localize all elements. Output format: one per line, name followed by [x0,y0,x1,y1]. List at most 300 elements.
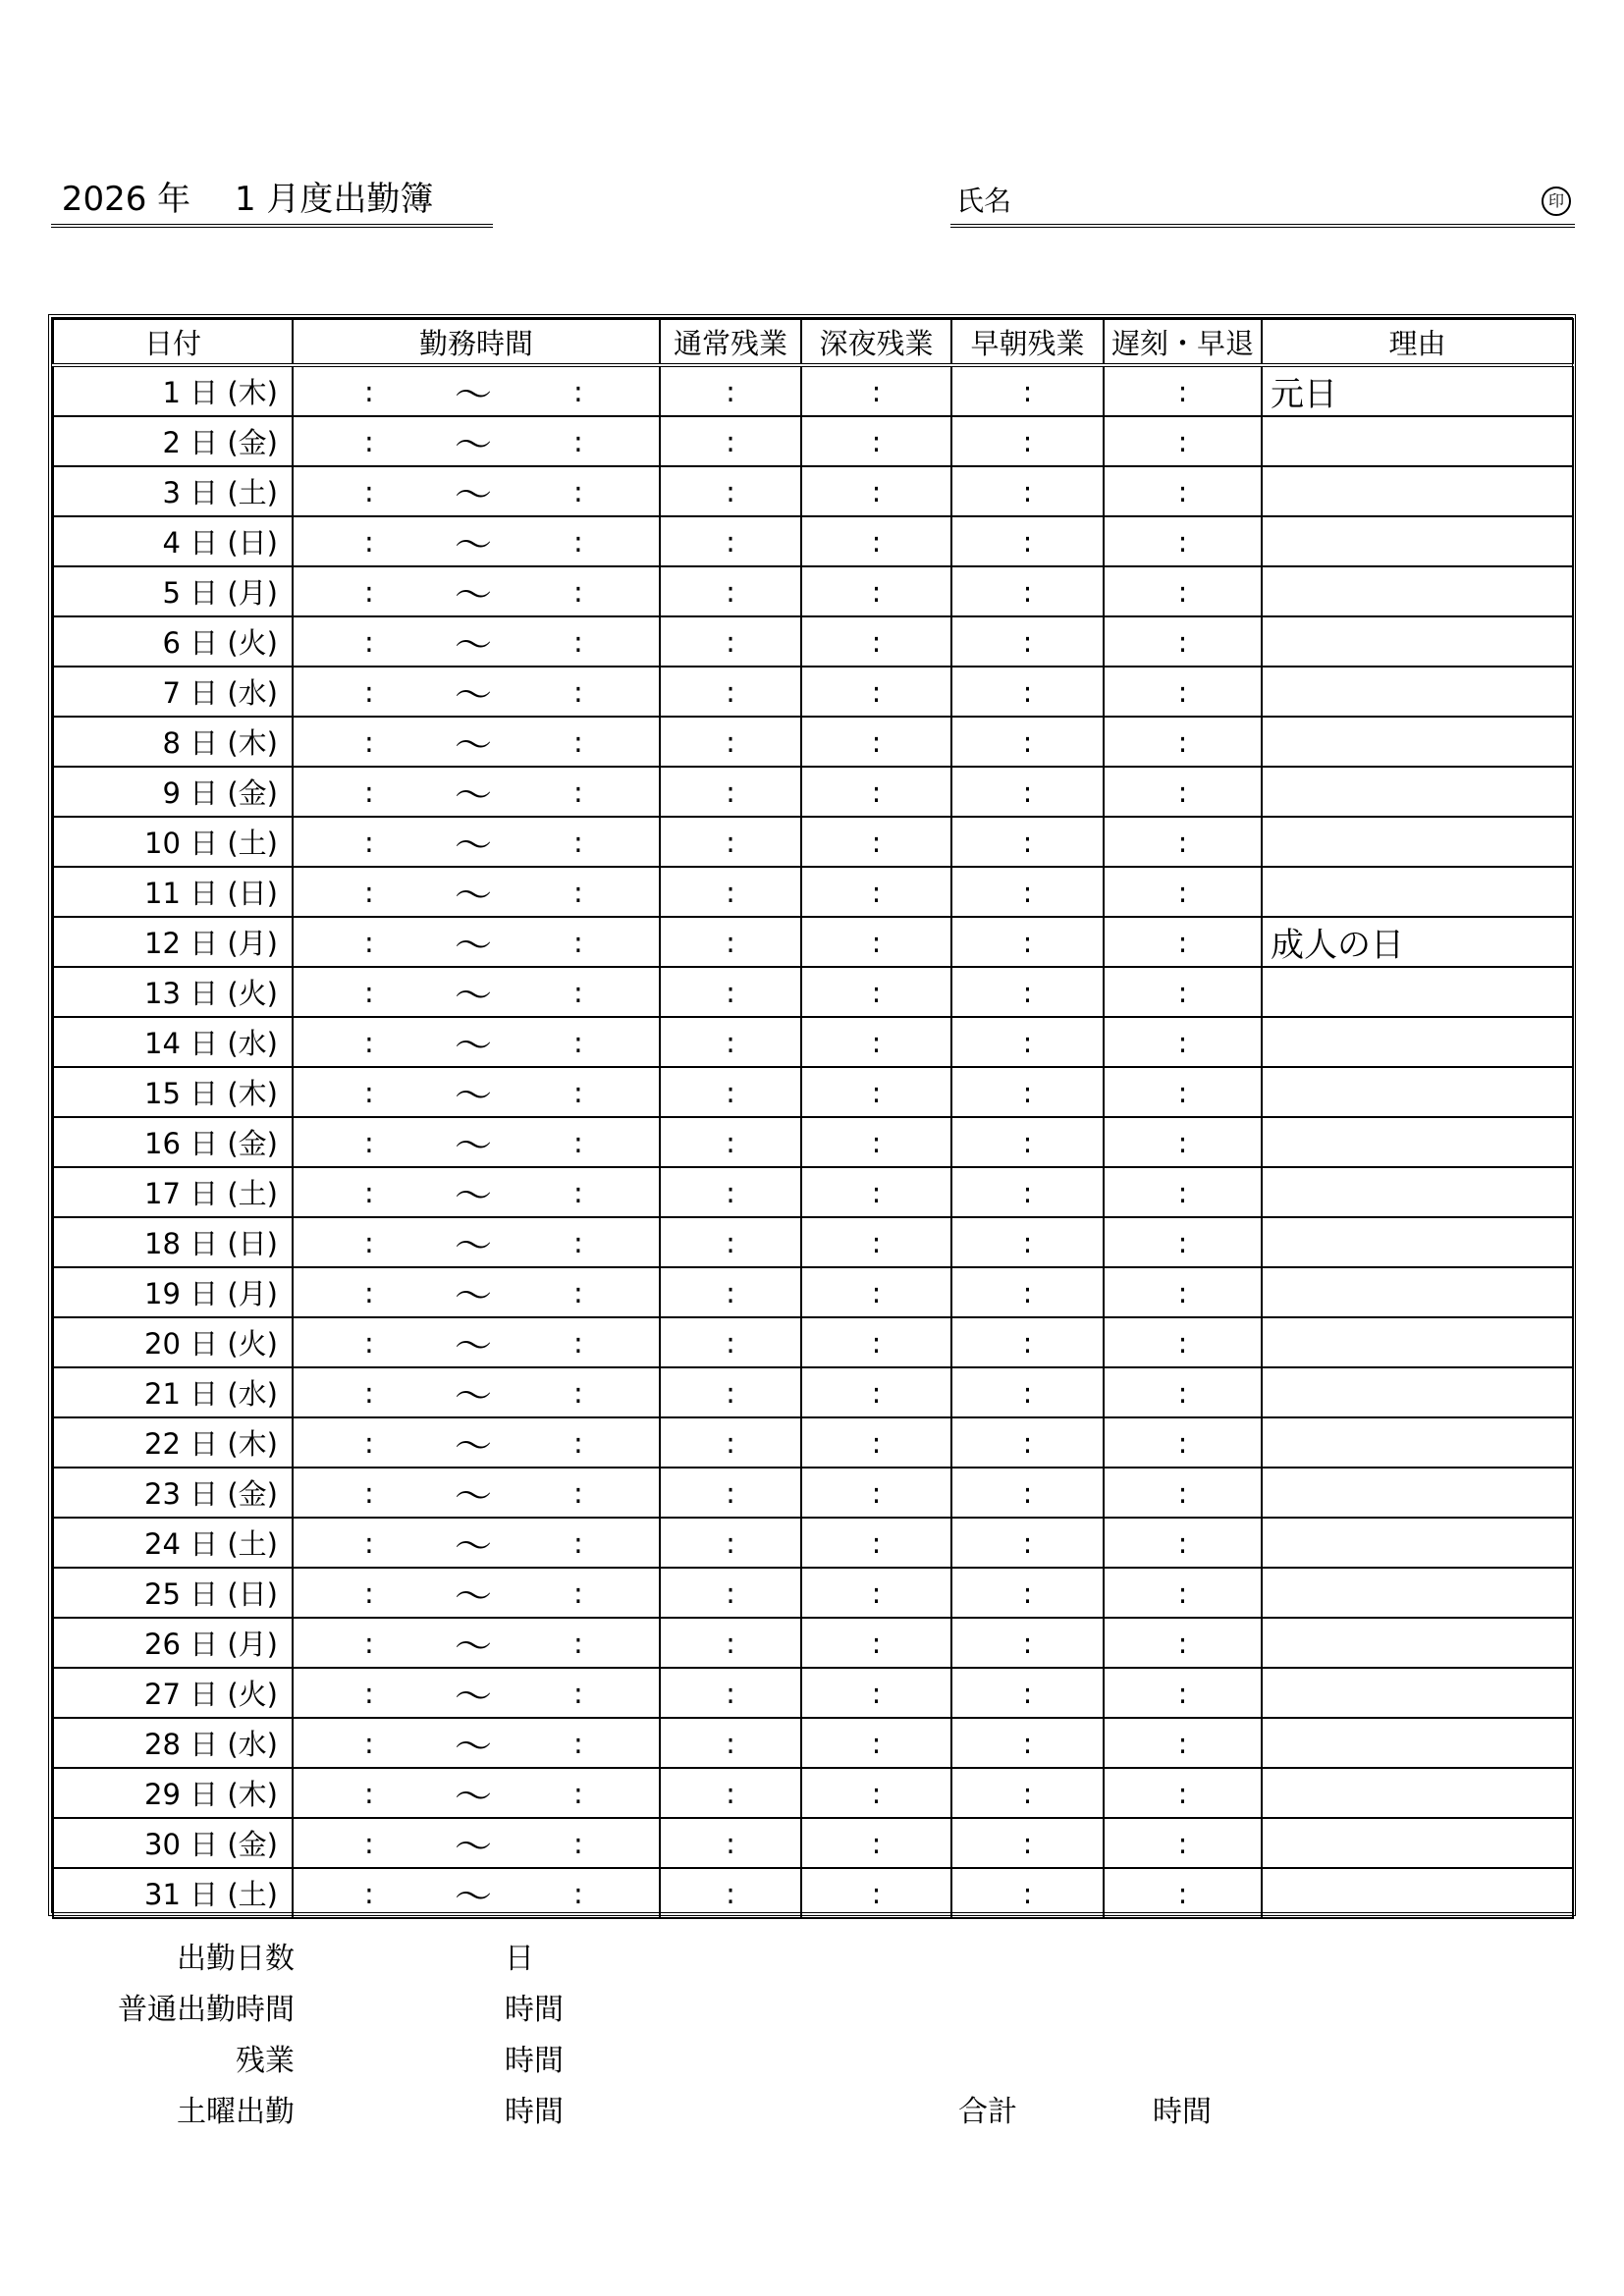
work-time-cell[interactable] [293,917,660,967]
table-row [53,1818,1573,1868]
date-cell: 5 日 (月) [53,566,293,616]
night-overtime-cell[interactable]: : [801,1267,951,1317]
start-time-colon: : [364,1475,374,1510]
late-early-cell[interactable]: : [1104,1818,1262,1868]
start-time-colon: : [364,674,374,709]
date-cell: 21 日 (水) [53,1367,293,1417]
table-row [53,717,1573,767]
work-time-cell[interactable] [293,967,660,1017]
regular-overtime-cell[interactable]: : [660,466,801,516]
morning-overtime-cell[interactable]: : [951,667,1104,717]
table-row [53,1317,1573,1367]
reason-cell[interactable]: 成人の日 [1262,917,1573,967]
late-early-cell[interactable]: : [1104,416,1262,466]
reason-cell[interactable] [1262,416,1573,466]
date-cell: 31 日 (土) [53,1868,293,1918]
night-overtime-cell[interactable]: : [801,1568,951,1618]
morning-overtime-cell[interactable]: : [951,967,1104,1017]
time-range-tilde: ～ [455,1725,493,1768]
work-time-cell[interactable] [293,1518,660,1568]
work-time-cell[interactable] [293,1868,660,1918]
summary-days-label: 出勤日数 [177,1942,295,1976]
late-early-cell[interactable]: : [1104,1518,1262,1568]
regular-overtime-cell[interactable]: : [660,1668,801,1718]
reason-cell[interactable] [1262,767,1573,817]
late-early-cell[interactable]: : [1104,1167,1262,1217]
morning-overtime-cell[interactable]: : [951,1468,1104,1518]
page-title: 2026 年 1 月度出勤簿 [51,175,493,228]
regular-overtime-cell[interactable]: : [660,1067,801,1117]
time-range-tilde: ～ [455,423,493,466]
regular-overtime-cell[interactable]: : [660,817,801,867]
morning-overtime-cell[interactable]: : [951,1618,1104,1668]
work-time-cell[interactable] [293,817,660,867]
time-range-tilde: ～ [455,1324,493,1367]
work-time-cell[interactable] [293,1367,660,1417]
regular-overtime-cell[interactable]: : [660,1117,801,1167]
late-early-cell[interactable]: : [1104,1067,1262,1117]
col-header-morning-overtime: 早朝残業 [951,319,1104,365]
table-row [53,566,1573,616]
time-range-tilde: ～ [455,1775,493,1818]
end-time-colon: : [573,1325,583,1360]
late-early-cell[interactable]: : [1104,1267,1262,1317]
time-range-tilde: ～ [455,473,493,516]
work-time-cell[interactable] [293,717,660,767]
time-range-tilde: ～ [455,1024,493,1067]
work-time-cell[interactable] [293,516,660,566]
late-early-cell[interactable]: : [1104,1017,1262,1067]
night-overtime-cell[interactable]: : [801,1868,951,1918]
reason-cell[interactable] [1262,667,1573,717]
late-early-cell[interactable]: : [1104,516,1262,566]
col-header-regular-overtime: 通常残業 [660,319,801,365]
regular-overtime-cell[interactable]: : [660,566,801,616]
morning-overtime-cell[interactable]: : [951,1167,1104,1217]
end-time-colon: : [573,1225,583,1259]
time-range-tilde: ～ [455,673,493,717]
table-row [53,917,1573,967]
work-time-cell[interactable] [293,416,660,466]
morning-overtime-cell[interactable]: : [951,365,1104,416]
work-time-cell[interactable] [293,1067,660,1117]
work-time-cell[interactable] [293,466,660,516]
morning-overtime-cell[interactable]: : [951,717,1104,767]
late-early-cell[interactable]: : [1104,917,1262,967]
time-range-tilde: ～ [455,1524,493,1568]
morning-overtime-cell[interactable]: : [951,516,1104,566]
night-overtime-cell[interactable]: : [801,566,951,616]
regular-overtime-cell[interactable]: : [660,917,801,967]
night-overtime-cell[interactable]: : [801,1618,951,1668]
start-time-colon: : [364,424,374,458]
regular-overtime-cell[interactable]: : [660,416,801,466]
work-time-cell[interactable] [293,365,660,416]
regular-overtime-cell[interactable]: : [660,365,801,416]
time-range-tilde: ～ [455,1575,493,1618]
reason-cell[interactable] [1262,1818,1573,1868]
date-cell: 19 日 (月) [53,1267,293,1317]
late-early-cell[interactable]: : [1104,1317,1262,1367]
late-early-cell[interactable]: : [1104,466,1262,516]
table-row [53,1267,1573,1317]
night-overtime-cell[interactable]: : [801,1818,951,1868]
date-cell: 7 日 (水) [53,667,293,717]
table-row [53,1167,1573,1217]
reason-cell[interactable] [1262,1367,1573,1417]
reason-cell[interactable] [1262,1568,1573,1618]
date-cell: 6 日 (火) [53,616,293,667]
summary-overtime-label: 残業 [236,2044,295,2078]
late-early-cell[interactable]: : [1104,1618,1262,1668]
reason-cell[interactable] [1262,566,1573,616]
morning-overtime-cell[interactable]: : [951,917,1104,967]
work-time-cell[interactable] [293,767,660,817]
night-overtime-cell[interactable]: : [801,1768,951,1818]
date-cell: 22 日 (木) [53,1417,293,1468]
end-time-colon: : [573,1125,583,1159]
morning-overtime-cell[interactable]: : [951,1417,1104,1468]
late-early-cell[interactable]: : [1104,1718,1262,1768]
table-row [53,1868,1573,1918]
regular-overtime-cell[interactable]: : [660,1718,801,1768]
work-time-cell[interactable] [293,1317,660,1367]
late-early-cell[interactable]: : [1104,566,1262,616]
late-early-cell[interactable]: : [1104,667,1262,717]
morning-overtime-cell[interactable]: : [951,416,1104,466]
end-time-colon: : [573,424,583,458]
date-cell: 11 日 (日) [53,867,293,917]
night-overtime-cell[interactable]: : [801,1668,951,1718]
reason-cell[interactable] [1262,1067,1573,1117]
time-range-tilde: ～ [455,774,493,817]
late-early-cell[interactable]: : [1104,867,1262,917]
night-overtime-cell[interactable]: : [801,1468,951,1518]
morning-overtime-cell[interactable]: : [951,1367,1104,1417]
morning-overtime-cell[interactable]: : [951,1067,1104,1117]
end-time-colon: : [573,1025,583,1059]
regular-overtime-cell[interactable]: : [660,1518,801,1568]
regular-overtime-cell[interactable]: : [660,667,801,717]
time-range-tilde: ～ [455,1274,493,1317]
work-time-cell[interactable] [293,1768,660,1818]
table-row [53,767,1573,817]
end-time-colon: : [573,875,583,909]
reason-cell[interactable] [1262,1718,1573,1768]
name-label: 氏名 [956,185,1012,217]
summary-saturday-unit: 時間 [505,2095,564,2129]
date-cell: 17 日 (土) [53,1167,293,1217]
end-time-colon: : [573,1626,583,1660]
summary-overtime-unit: 時間 [505,2044,564,2078]
date-cell: 23 日 (金) [53,1468,293,1518]
start-time-colon: : [364,1125,374,1159]
time-range-tilde: ～ [455,1224,493,1267]
summary-total-label: 合計 [958,2095,1017,2129]
time-range-tilde: ～ [455,723,493,767]
work-time-cell[interactable] [293,1618,660,1668]
date-cell: 14 日 (水) [53,1017,293,1067]
night-overtime-cell[interactable]: : [801,1718,951,1768]
start-time-colon: : [364,1525,374,1560]
end-time-colon: : [573,674,583,709]
start-time-colon: : [364,1025,374,1059]
reason-cell[interactable]: 元日 [1262,365,1573,416]
end-time-colon: : [573,1776,583,1810]
start-time-colon: : [364,774,374,809]
regular-overtime-cell[interactable]: : [660,1768,801,1818]
morning-overtime-cell[interactable]: : [951,616,1104,667]
regular-overtime-cell[interactable]: : [660,1568,801,1618]
morning-overtime-cell[interactable]: : [951,1267,1104,1317]
regular-overtime-cell[interactable]: : [660,1267,801,1317]
reason-cell[interactable] [1262,817,1573,867]
table-row [53,1117,1573,1167]
night-overtime-cell[interactable]: : [801,917,951,967]
regular-overtime-cell[interactable]: : [660,767,801,817]
morning-overtime-cell[interactable]: : [951,1518,1104,1568]
end-time-colon: : [573,474,583,508]
regular-overtime-cell[interactable]: : [660,1618,801,1668]
table-row [53,667,1573,717]
reason-cell[interactable] [1262,1468,1573,1518]
time-range-tilde: ～ [455,1875,493,1918]
start-time-colon: : [364,1876,374,1910]
start-time-colon: : [364,1225,374,1259]
late-early-cell[interactable]: : [1104,767,1262,817]
table-row [53,1067,1573,1117]
time-range-tilde: ～ [455,974,493,1017]
reason-cell[interactable] [1262,1217,1573,1267]
start-time-colon: : [364,875,374,909]
reason-cell[interactable] [1262,1868,1573,1918]
morning-overtime-cell[interactable]: : [951,817,1104,867]
work-time-cell[interactable] [293,1167,660,1217]
night-overtime-cell[interactable]: : [801,616,951,667]
regular-overtime-cell[interactable]: : [660,1217,801,1267]
night-overtime-cell[interactable]: : [801,466,951,516]
night-overtime-cell[interactable]: : [801,1067,951,1117]
night-overtime-cell[interactable]: : [801,867,951,917]
late-early-cell[interactable]: : [1104,1367,1262,1417]
morning-overtime-cell[interactable]: : [951,1317,1104,1367]
work-time-cell[interactable] [293,1017,660,1067]
morning-overtime-cell[interactable]: : [951,1568,1104,1618]
morning-overtime-cell[interactable]: : [951,466,1104,516]
date-cell: 25 日 (日) [53,1568,293,1618]
regular-overtime-cell[interactable]: : [660,1317,801,1367]
work-time-cell[interactable] [293,1417,660,1468]
late-early-cell[interactable]: : [1104,1768,1262,1818]
start-time-colon: : [364,1425,374,1460]
late-early-cell[interactable]: : [1104,817,1262,867]
late-early-cell[interactable]: : [1104,967,1262,1017]
work-time-cell[interactable] [293,616,660,667]
end-time-colon: : [573,825,583,859]
regular-overtime-cell[interactable]: : [660,1468,801,1518]
night-overtime-cell[interactable]: : [801,516,951,566]
reason-cell[interactable] [1262,867,1573,917]
start-time-colon: : [364,1676,374,1710]
night-overtime-cell[interactable]: : [801,1367,951,1417]
end-time-colon: : [573,574,583,609]
reason-cell[interactable] [1262,1117,1573,1167]
late-early-cell[interactable]: : [1104,1668,1262,1718]
regular-overtime-cell[interactable]: : [660,1818,801,1868]
reason-cell[interactable] [1262,1417,1573,1468]
work-time-cell[interactable] [293,1668,660,1718]
end-time-colon: : [573,1575,583,1610]
work-time-cell[interactable] [293,566,660,616]
start-time-colon: : [364,925,374,959]
night-overtime-cell[interactable]: : [801,416,951,466]
time-range-tilde: ～ [455,924,493,967]
reason-cell[interactable] [1262,1167,1573,1217]
night-overtime-cell[interactable]: : [801,1117,951,1167]
table-row [53,1468,1573,1518]
work-time-cell[interactable] [293,1117,660,1167]
morning-overtime-cell[interactable]: : [951,867,1104,917]
late-early-cell[interactable]: : [1104,1868,1262,1918]
regular-overtime-cell[interactable]: : [660,1017,801,1067]
date-cell: 26 日 (月) [53,1618,293,1668]
col-header-date: 日付 [53,319,293,365]
work-time-cell[interactable] [293,667,660,717]
reason-cell[interactable] [1262,1618,1573,1668]
morning-overtime-cell[interactable]: : [951,1718,1104,1768]
start-time-colon: : [364,474,374,508]
time-range-tilde: ～ [455,573,493,616]
regular-overtime-cell[interactable]: : [660,1417,801,1468]
date-cell: 10 日 (土) [53,817,293,867]
reason-cell[interactable] [1262,616,1573,667]
night-overtime-cell[interactable]: : [801,1167,951,1217]
table-row [53,1417,1573,1468]
reason-cell[interactable] [1262,1317,1573,1367]
night-overtime-cell[interactable]: : [801,817,951,867]
regular-overtime-cell[interactable]: : [660,717,801,767]
work-time-cell[interactable] [293,1217,660,1267]
morning-overtime-cell[interactable]: : [951,566,1104,616]
start-time-colon: : [364,624,374,659]
reason-cell[interactable] [1262,1518,1573,1568]
end-time-colon: : [573,1475,583,1510]
work-time-cell[interactable] [293,1267,660,1317]
table-header-row [53,319,1573,365]
night-overtime-cell[interactable]: : [801,717,951,767]
table-row [53,466,1573,516]
table-row [53,516,1573,566]
morning-overtime-cell[interactable]: : [951,767,1104,817]
name-field[interactable] [950,175,1575,228]
start-time-colon: : [364,1726,374,1760]
end-time-colon: : [573,1425,583,1460]
work-time-cell[interactable] [293,1818,660,1868]
reason-cell[interactable] [1262,717,1573,767]
reason-cell[interactable] [1262,466,1573,516]
morning-overtime-cell[interactable]: : [951,1768,1104,1818]
night-overtime-cell[interactable]: : [801,365,951,416]
late-early-cell[interactable]: : [1104,616,1262,667]
reason-cell[interactable] [1262,1768,1573,1818]
regular-overtime-cell[interactable]: : [660,1868,801,1918]
time-range-tilde: ～ [455,874,493,917]
start-time-colon: : [364,975,374,1009]
night-overtime-cell[interactable]: : [801,1317,951,1367]
late-early-cell[interactable]: : [1104,1217,1262,1267]
regular-overtime-cell[interactable]: : [660,616,801,667]
work-time-cell[interactable] [293,1568,660,1618]
regular-overtime-cell[interactable]: : [660,516,801,566]
late-early-cell[interactable]: : [1104,1117,1262,1167]
late-early-cell[interactable]: : [1104,365,1262,416]
regular-overtime-cell[interactable]: : [660,1367,801,1417]
morning-overtime-cell[interactable]: : [951,1117,1104,1167]
night-overtime-cell[interactable]: : [801,1417,951,1468]
night-overtime-cell[interactable]: : [801,1017,951,1067]
date-cell: 15 日 (木) [53,1067,293,1117]
late-early-cell[interactable]: : [1104,717,1262,767]
end-time-colon: : [573,1175,583,1209]
late-early-cell[interactable]: : [1104,1468,1262,1518]
reason-cell[interactable] [1262,516,1573,566]
table-row [53,817,1573,867]
start-time-colon: : [364,1776,374,1810]
time-range-tilde: ～ [455,1675,493,1718]
night-overtime-cell[interactable]: : [801,667,951,717]
morning-overtime-cell[interactable]: : [951,1818,1104,1868]
end-time-colon: : [573,624,583,659]
work-time-cell[interactable] [293,1718,660,1768]
late-early-cell[interactable]: : [1104,1568,1262,1618]
regular-overtime-cell[interactable]: : [660,967,801,1017]
summary-regular-unit: 時間 [505,1993,564,2027]
morning-overtime-cell[interactable]: : [951,1217,1104,1267]
start-time-colon: : [364,1325,374,1360]
end-time-colon: : [573,1075,583,1109]
regular-overtime-cell[interactable]: : [660,867,801,917]
work-time-cell[interactable] [293,1468,660,1518]
summary-days-unit: 日 [505,1942,534,1976]
table-row [53,1718,1573,1768]
reason-cell[interactable] [1262,1267,1573,1317]
start-time-colon: : [364,574,374,609]
work-time-cell[interactable] [293,867,660,917]
start-time-colon: : [364,1826,374,1860]
end-time-colon: : [573,724,583,759]
night-overtime-cell[interactable]: : [801,1217,951,1267]
col-header-work-time: 勤務時間 [293,319,660,365]
regular-overtime-cell[interactable]: : [660,1167,801,1217]
morning-overtime-cell[interactable]: : [951,1868,1104,1918]
night-overtime-cell[interactable]: : [801,767,951,817]
table-row [53,416,1573,466]
night-overtime-cell[interactable]: : [801,967,951,1017]
table-row [53,1768,1573,1818]
reason-cell[interactable] [1262,1017,1573,1067]
reason-cell[interactable] [1262,1668,1573,1718]
summary-total-unit: 時間 [1153,2095,1212,2129]
end-time-colon: : [573,1676,583,1710]
morning-overtime-cell[interactable]: : [951,1668,1104,1718]
reason-cell[interactable] [1262,967,1573,1017]
table-row [53,1618,1573,1668]
table-row [53,1568,1573,1618]
end-time-colon: : [573,925,583,959]
late-early-cell[interactable]: : [1104,1417,1262,1468]
night-overtime-cell[interactable]: : [801,1518,951,1568]
morning-overtime-cell[interactable]: : [951,1017,1104,1067]
